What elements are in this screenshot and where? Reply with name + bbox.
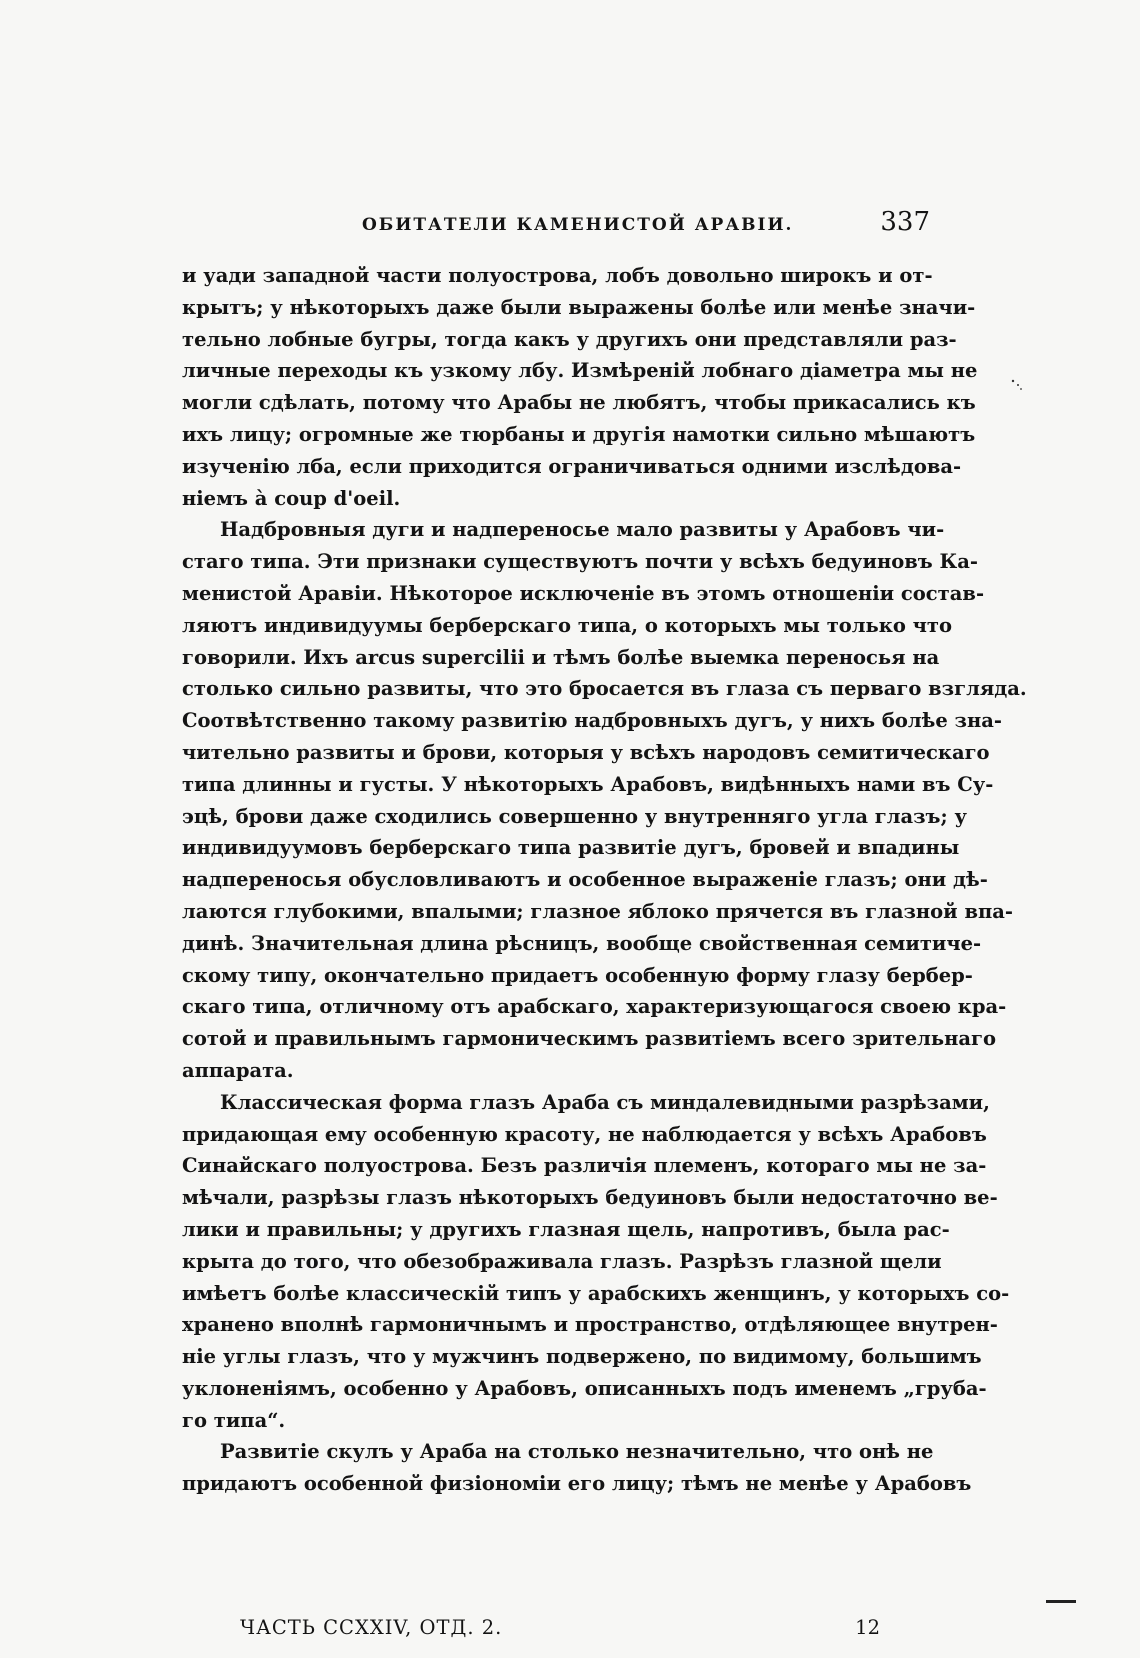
text-line: ихъ лицу; огромные же тюрбаны и другія намотки сильно мѣшаютъ bbox=[182, 422, 976, 446]
text-line: личные переходы къ узкому лбу. Измѣреній лобнаго діаметра мы не bbox=[182, 359, 978, 383]
scan-mark bbox=[1046, 1600, 1076, 1603]
text-line: Синайскаго полуострова. Безъ различія племенъ, котораго мы не за- bbox=[182, 1154, 987, 1178]
printer-signature bbox=[240, 1616, 880, 1648]
running-head-title: ОБИТАТЕЛИ КАМЕНИСТОЙ АРАВІИ. bbox=[362, 215, 794, 235]
text-line: скаго типа, отличному отъ арабскаго, характеризующагося своею кра- bbox=[182, 995, 1007, 1019]
text-line: придаютъ особенной физіономіи его лицу; тѣмъ не менѣе у Арабовъ bbox=[182, 1472, 972, 1496]
text-line: чительно развиты и брови, которыя у всѣхъ народовъ семитическаго bbox=[182, 740, 990, 764]
paragraph-4 bbox=[182, 1436, 972, 1500]
text-line: эцѣ, брови даже сходились совершенно у внутренняго угла глазъ; у bbox=[182, 804, 967, 828]
sheet-number: 12 bbox=[855, 1616, 880, 1639]
text-line: тельно лобные бугры, тогда какъ у другихъ они представляли раз- bbox=[182, 327, 957, 351]
ink-speck-mark bbox=[1010, 378, 1024, 392]
text-line: стаго типа. Эти признаки существуютъ почти у всѣхъ бедуиновъ Ка- bbox=[182, 550, 979, 574]
paragraph-3 bbox=[182, 1087, 1010, 1437]
text-line: мѣчали, разрѣзы глазъ нѣкоторыхъ бедуиновъ были недостаточно ве- bbox=[182, 1186, 998, 1210]
text-line: ніе углы глазъ, что у мужчинъ подвержено, по видимому, большимъ bbox=[182, 1345, 982, 1369]
text-line: хранено вполнѣ гармоничнымъ и пространство, отдѣляющее внутрен- bbox=[182, 1313, 998, 1337]
text-line: го типа“. bbox=[182, 1408, 286, 1432]
text-line: ніемъ à coup d'oeil. bbox=[182, 486, 401, 510]
text-line: столько сильно развиты, что это бросается въ глаза съ перваго взгляда. bbox=[182, 677, 1027, 701]
text-line: типа длинны и густы. У нѣкоторыхъ Арабовъ, видѣнныхъ нами въ Су- bbox=[182, 772, 994, 796]
text-line: крыта до того, что обезображивала глазъ. Разрѣзъ глазной щели bbox=[182, 1249, 942, 1273]
text-line: аппарата. bbox=[182, 1058, 294, 1082]
text-line: динѣ. Значительная длина рѣсницъ, вообще свойственная семитиче- bbox=[182, 931, 982, 955]
text-line: Классическая форма глазъ Араба съ миндалевидными разрѣзами, bbox=[220, 1090, 990, 1114]
text-line: сотой и правильнымъ гармоническимъ развитіемъ всего зрительнаго bbox=[182, 1027, 996, 1051]
body-text bbox=[182, 260, 1027, 1500]
text-line: лаются глубокими, впалыми; глазное яблоко прячется въ глазной впа- bbox=[182, 899, 1013, 923]
paragraph-1 bbox=[182, 260, 978, 514]
text-line: Соотвѣтственно такому развитію надбровныхъ дугъ, у нихъ болѣе зна- bbox=[182, 709, 1002, 733]
text-line: Надбровныя дуги и надпереносье мало развиты у Арабовъ чи- bbox=[220, 518, 945, 542]
text-line: уклоненіямъ, особенно у Арабовъ, описанныхъ подъ именемъ „груба- bbox=[182, 1376, 987, 1400]
text-line: придающая ему особенную красоту, не наблюдается у всѣхъ Арабовъ bbox=[182, 1122, 987, 1146]
paragraph-2 bbox=[182, 514, 1027, 1086]
text-line: индивидуумовъ берберскаго типа развитіе дугъ, бровей и впадины bbox=[182, 836, 960, 860]
text-line: изученію лба, если приходится ограничиваться одними изслѣдова- bbox=[182, 454, 962, 478]
running-head bbox=[182, 207, 930, 241]
text-line: ляютъ индивидуумы берберскаго типа, о которыхъ мы только что bbox=[182, 613, 953, 637]
text-line: менистой Аравіи. Нѣкоторое исключеніе въ этомъ отношеніи состав- bbox=[182, 581, 985, 605]
page-number: 337 bbox=[880, 207, 930, 237]
text-line: имѣетъ болѣе классическій типъ у арабскихъ женщинъ, у которыхъ со- bbox=[182, 1281, 1010, 1305]
text-line: и уади западной части полуострова, лобъ довольно широкъ и от- bbox=[182, 264, 933, 287]
text-line: могли сдѣлать, потому что Арабы не любятъ, чтобы прикасались къ bbox=[182, 391, 976, 415]
text-line: крытъ; у нѣкоторыхъ даже были выражены болѣе или менѣе значи- bbox=[182, 295, 976, 319]
text-line: говорили. Ихъ arcus supercilii и тѣмъ болѣе выемка переносья на bbox=[182, 645, 940, 669]
signature-text: ЧАСТЬ CCXXIV, ОТД. 2. bbox=[240, 1616, 503, 1639]
text-line: надпереносья обусловливаютъ и особенное выраженіе глазъ; они дѣ- bbox=[182, 868, 988, 892]
text-line: Развитіе скулъ у Араба на столько незначительно, что онѣ не bbox=[220, 1440, 934, 1464]
text-line: лики и правильны; у другихъ глазная щель, напротивъ, была рас- bbox=[182, 1217, 950, 1241]
text-line: скому типу, окончательно придаетъ особенную форму глазу бербер- bbox=[182, 963, 973, 987]
